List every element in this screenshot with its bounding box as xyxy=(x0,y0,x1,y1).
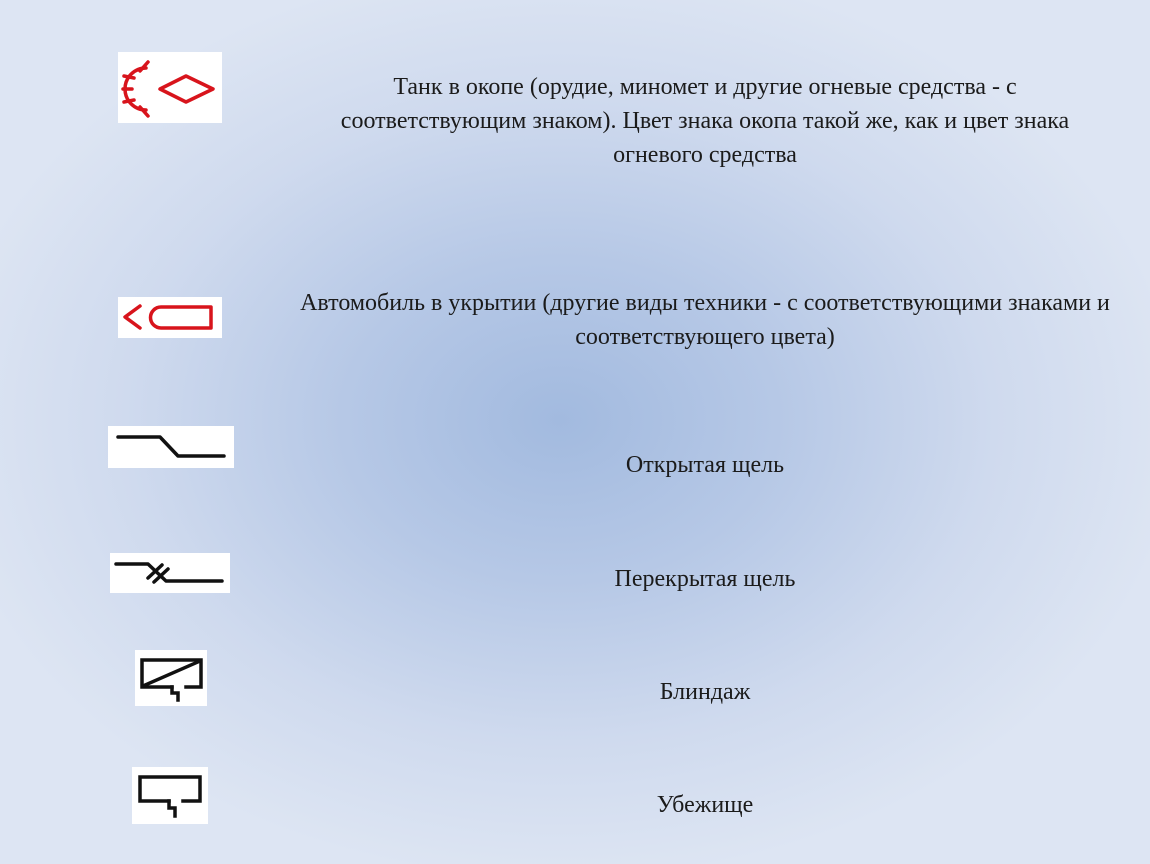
open-slit-trench-description: Открытая щель xyxy=(625,452,785,478)
open-slit-trench-symbol xyxy=(108,426,234,468)
shelter-symbol xyxy=(132,767,208,824)
shelter-icon xyxy=(132,767,208,824)
vehicle-in-shelter-icon xyxy=(118,297,222,338)
open-slit-trench-icon xyxy=(108,426,234,468)
vehicle-in-shelter-symbol xyxy=(118,297,222,338)
tank-in-trench-description: Танк в окопе (орудие, миномет и другие огневые средства - с соответствующим знаком). Цвет знака окопа такой же, как и цвет знака огневого средства xyxy=(340,74,1070,168)
dugout-symbol xyxy=(135,650,207,706)
shelter-description: Убежище xyxy=(656,792,754,818)
dugout-description: Блиндаж xyxy=(659,679,751,705)
covered-slit-trench-description: Перекрытая щель xyxy=(614,566,796,592)
covered-slit-trench-icon xyxy=(110,553,230,593)
dugout-icon xyxy=(135,650,207,706)
covered-slit-trench-symbol xyxy=(110,553,230,593)
tank-in-trench-symbol xyxy=(118,52,222,123)
tank-in-trench-icon xyxy=(118,52,222,123)
vehicle-in-shelter-description: Автомобиль в укрытии (другие виды техники - с соответствующими знаками и соответствующего цвета) xyxy=(300,290,1110,350)
